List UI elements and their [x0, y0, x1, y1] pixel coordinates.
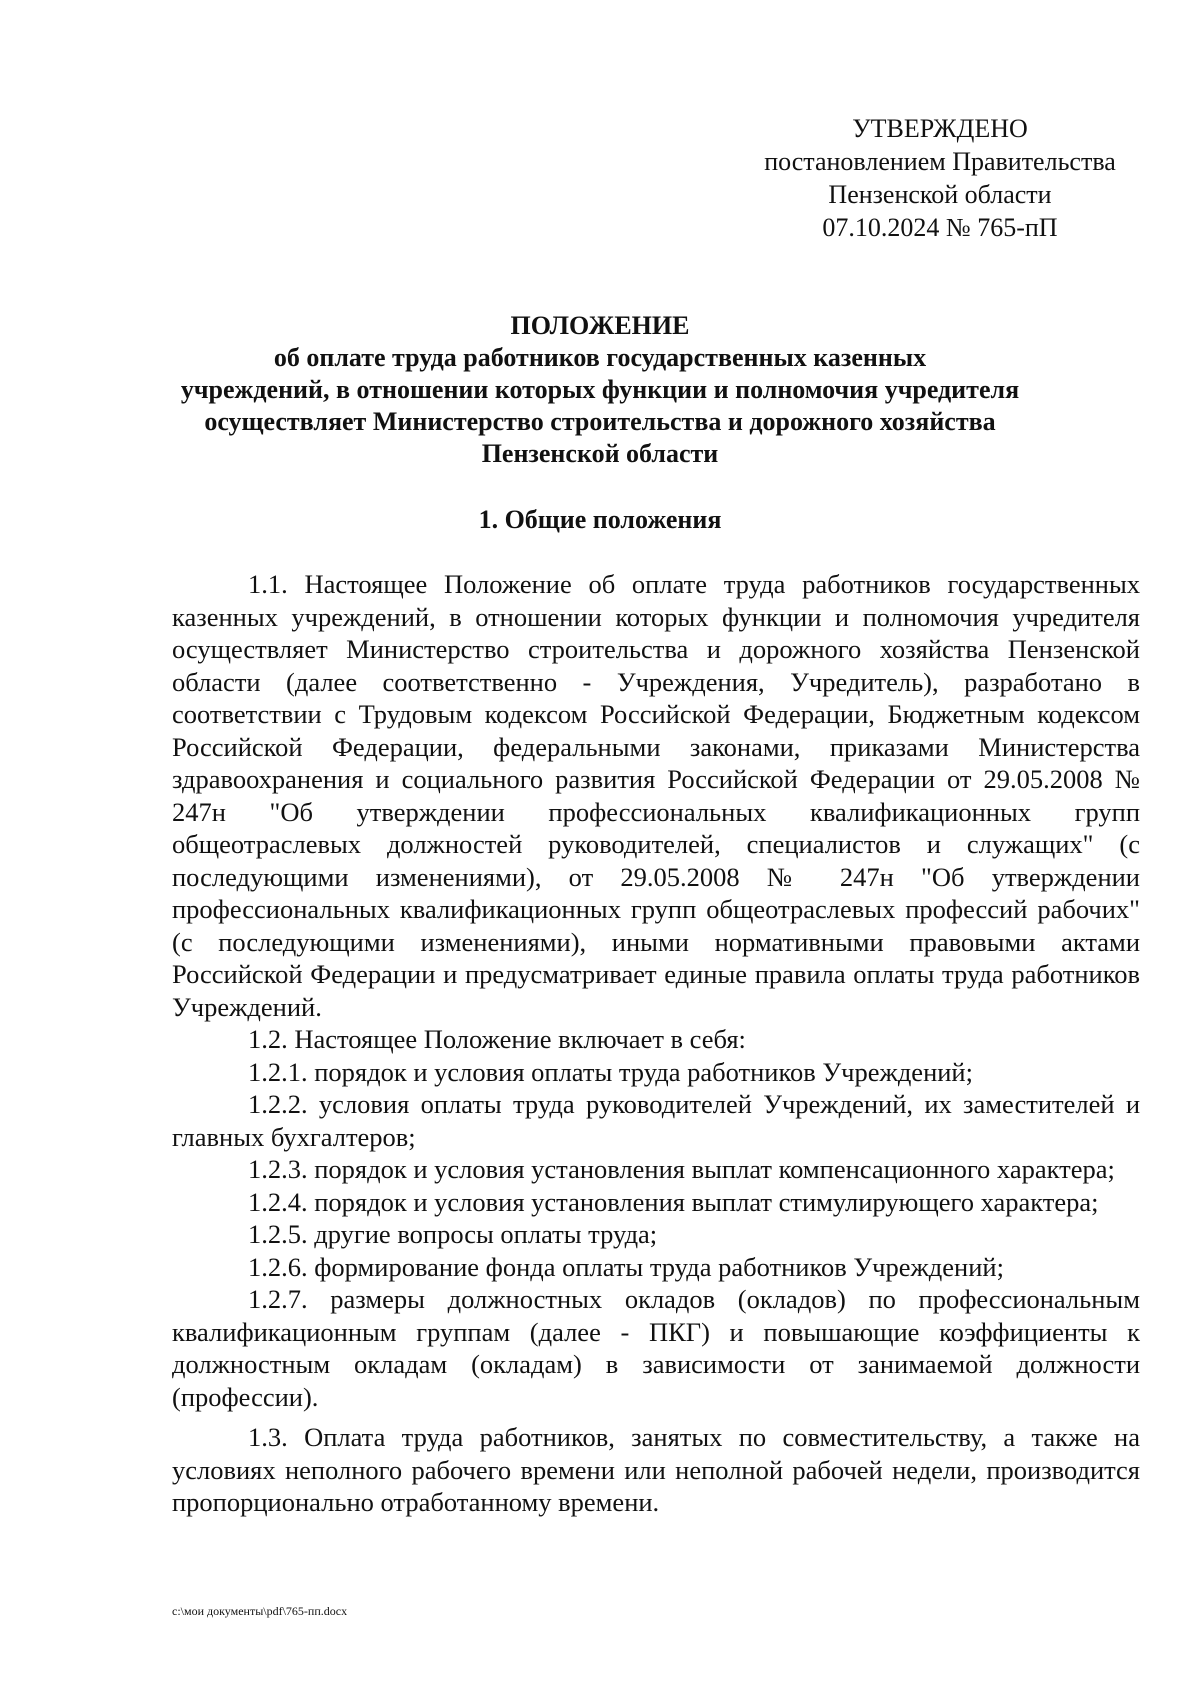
approval-line-resolution: постановлением Правительства: [764, 147, 1116, 176]
footer-file-path: c:\мои документы\pdf\765-пп.docx: [172, 1604, 348, 1618]
approval-line-approved: УТВЕРЖДЕНО: [852, 114, 1028, 143]
paragraph-1-2-1: 1.2.1. порядок и условия оплаты труда работников Учреждений;: [248, 1056, 973, 1087]
paragraph-1-2-7: 1.2.7. размеры должностных окладов (окладов) по профессиональным квалификационным группам (далее - ПКГ) и повышающие коэффициенты к должностным окладам (окладам) в зависимости от занимаемой должности (профессии).: [172, 1284, 1140, 1412]
approval-line-region: Пензенской области: [828, 180, 1052, 209]
title-line-2: об оплате труда работников государственных казенных: [273, 343, 927, 372]
paragraph-1-2: 1.2. Настоящее Положение включает в себя:: [248, 1024, 746, 1054]
title-line-3: учреждений, в отношении которых функции и полномочия учредителя: [180, 375, 1020, 404]
title-line-1: ПОЛОЖЕНИЕ: [510, 311, 690, 340]
paragraph-1-3: 1.3. Оплата труда работников, занятых по совместительству, а также на условиях неполного рабочего времени или неполной рабочей недели, производится пропорционально отработанному времени.: [172, 1422, 1140, 1517]
paragraph-1-2-3: 1.2.3. порядок и условия установления выплат компенсационного характера;: [248, 1154, 1115, 1184]
approval-line-date-number: 07.10.2024 № 765-пП: [822, 213, 1058, 242]
title-line-4: осуществляет Министерство строительства и дорожного хозяйства: [204, 407, 996, 436]
paragraph-1-2-2: 1.2.2. условия оплаты труда руководителей Учреждений, их заместителей и главных бухгалтеров;: [172, 1089, 1140, 1152]
paragraph-1-2-6: 1.2.6. формирование фонда оплаты труда работников Учреждений;: [248, 1251, 1004, 1282]
section-heading: 1. Общие положения: [478, 505, 722, 534]
section-body: [172, 568, 1140, 1519]
document-title: [150, 310, 1050, 470]
approval-stamp: [740, 112, 1140, 244]
title-line-5: Пензенской области: [481, 439, 719, 468]
paragraph-1-1: 1.1. Настоящее Положение об оплате труда работников государственных казенных учреждений, в отношении которых функции и полномочия учредителя осуществляет Министерство строительства и дорожного хозяйства Пензенской области (далее соответственно - Учреждения, Учредитель), разработано в соответствии с Трудовым кодексом Российской Федерации, Бюджетным кодексом Российской Федерации, федеральными законами, приказами Министерства здравоохранения и социального развития Российской Федерации от 29.05.2008 № 247н "Об утверждении профессиональных квалификационных групп общеотраслевых должностей руководителей, специалистов и служащих" (с последующими изменениями), от 29.05.2008 № 247н "Об утверждении профессиональных квалификационных групп общеотраслевых профессий рабочих" (с последующими изменениями), иными нормативными правовыми актами Российской Федерации и предусматривает единые правила оплаты труда работников Учреждений.: [172, 569, 1140, 1022]
paragraph-1-2-4: 1.2.4. порядок и условия установления выплат стимулирующего характера;: [248, 1186, 1099, 1217]
paragraph-1-2-5: 1.2.5. другие вопросы оплаты труда;: [248, 1219, 658, 1249]
